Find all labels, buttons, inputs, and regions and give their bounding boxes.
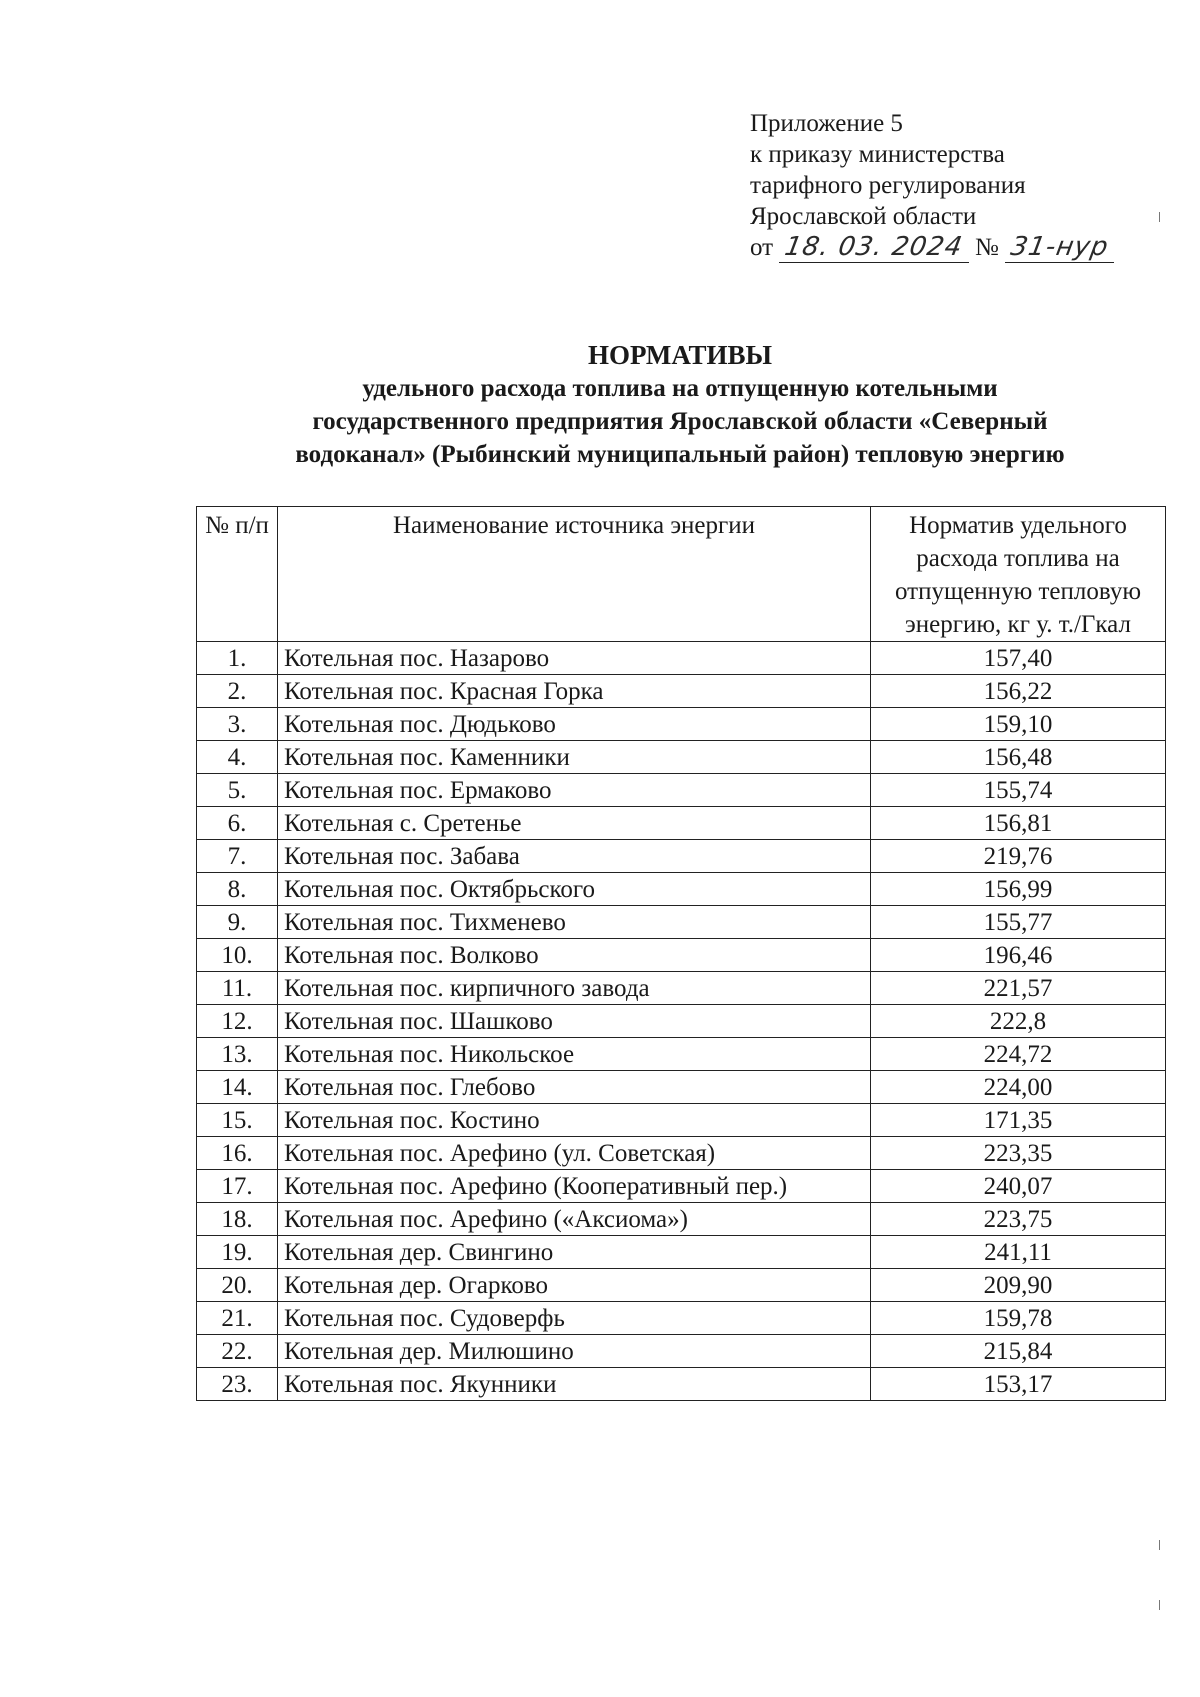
row-number: 14.	[197, 1071, 278, 1104]
order-number-handwritten: 31-нур	[1008, 232, 1112, 262]
table-row	[197, 906, 1166, 939]
table-row	[197, 774, 1166, 807]
row-norm-value: 159,10	[871, 708, 1166, 741]
row-source-name: Котельная пос. Арефино (Кооперативный пер.)	[278, 1170, 871, 1203]
table-row	[197, 1302, 1166, 1335]
table-row	[197, 1368, 1166, 1401]
row-norm-value: 155,74	[871, 774, 1166, 807]
norms-table	[196, 506, 1166, 1401]
row-number: 6.	[197, 807, 278, 840]
row-source-name: Котельная пос. Дюдьково	[278, 708, 871, 741]
row-norm-value: 241,11	[871, 1236, 1166, 1269]
row-number: 11.	[197, 972, 278, 1005]
row-norm-value: 171,35	[871, 1104, 1166, 1137]
row-source-name: Котельная пос. Забава	[278, 840, 871, 873]
row-number: 13.	[197, 1038, 278, 1071]
header-norm-value: Норматив удельного расхода топлива на отпущенную тепловую энергию, кг у. т./Гкал	[871, 507, 1166, 642]
table-header-row	[197, 507, 1166, 642]
row-source-name: Котельная пос. Судоверфь	[278, 1302, 871, 1335]
row-source-name: Котельная с. Сретенье	[278, 807, 871, 840]
table-row	[197, 1335, 1166, 1368]
row-norm-value: 224,00	[871, 1071, 1166, 1104]
row-number: 17.	[197, 1170, 278, 1203]
header-number: № п/п	[197, 507, 278, 642]
title-heading: НОРМАТИВЫ	[587, 340, 773, 370]
header-source-name: Наименование источника энергии	[278, 507, 871, 642]
order-date-field	[779, 233, 968, 263]
row-source-name: Котельная дер. Огарково	[278, 1269, 871, 1302]
table-row	[197, 1038, 1166, 1071]
row-number: 10.	[197, 939, 278, 972]
row-source-name: Котельная пос. Арефино (ул. Советская)	[278, 1137, 871, 1170]
table-row	[197, 840, 1166, 873]
table-row	[197, 972, 1166, 1005]
row-norm-value: 240,07	[871, 1170, 1166, 1203]
row-source-name: Котельная дер. Свингино	[278, 1236, 871, 1269]
row-norm-value: 223,35	[871, 1137, 1166, 1170]
table-body	[197, 642, 1166, 1401]
row-norm-value: 209,90	[871, 1269, 1166, 1302]
table-row	[197, 807, 1166, 840]
row-number: 3.	[197, 708, 278, 741]
row-source-name: Котельная пос. Волково	[278, 939, 871, 972]
row-number: 8.	[197, 873, 278, 906]
row-source-name: Котельная пос. Ермаково	[278, 774, 871, 807]
row-norm-value: 219,76	[871, 840, 1166, 873]
table-row	[197, 939, 1166, 972]
table-row	[197, 1269, 1166, 1302]
appendix-line-2: к приказу министерства	[750, 141, 1005, 168]
row-number: 12.	[197, 1005, 278, 1038]
row-norm-value: 157,40	[871, 642, 1166, 675]
date-prefix: от	[750, 234, 774, 261]
row-norm-value: 196,46	[871, 939, 1166, 972]
row-source-name: Котельная пос. Назарово	[278, 642, 871, 675]
order-date-line	[750, 232, 1114, 272]
row-number: 4.	[197, 741, 278, 774]
row-source-name: Котельная пос. Арефино («Аксиома»)	[278, 1203, 871, 1236]
appendix-block	[750, 108, 1114, 272]
row-number: 21.	[197, 1302, 278, 1335]
number-prefix: №	[975, 234, 999, 261]
table-row	[197, 1236, 1166, 1269]
row-source-name: Котельная пос. Красная Горка	[278, 675, 871, 708]
table-row	[197, 1170, 1166, 1203]
appendix-line-1: Приложение 5	[750, 110, 903, 137]
table-row	[197, 1137, 1166, 1170]
table-row	[197, 1104, 1166, 1137]
row-source-name: Котельная пос. Якунники	[278, 1368, 871, 1401]
row-norm-value: 156,48	[871, 741, 1166, 774]
row-norm-value: 223,75	[871, 1203, 1166, 1236]
row-number: 7.	[197, 840, 278, 873]
title-line-3: водоканал» (Рыбинский муниципальный район) тепловую энергию	[295, 441, 1065, 468]
row-norm-value: 215,84	[871, 1335, 1166, 1368]
scan-mark	[1159, 1540, 1166, 1550]
row-norm-value: 222,8	[871, 1005, 1166, 1038]
row-norm-value: 221,57	[871, 972, 1166, 1005]
row-source-name: Котельная пос. Костино	[278, 1104, 871, 1137]
row-number: 2.	[197, 675, 278, 708]
order-number-field	[1005, 233, 1114, 263]
row-source-name: Котельная пос. кирпичного завода	[278, 972, 871, 1005]
row-source-name: Котельная пос. Глебово	[278, 1071, 871, 1104]
scan-mark	[1159, 212, 1166, 222]
row-norm-value: 159,78	[871, 1302, 1166, 1335]
table-row	[197, 675, 1166, 708]
row-norm-value: 153,17	[871, 1368, 1166, 1401]
table-row	[197, 708, 1166, 741]
row-number: 1.	[197, 642, 278, 675]
title-line-1: удельного расхода топлива на отпущенную котельными	[362, 375, 998, 402]
table-row	[197, 1071, 1166, 1104]
row-number: 15.	[197, 1104, 278, 1137]
row-source-name: Котельная пос. Каменники	[278, 741, 871, 774]
scan-mark	[1159, 1600, 1166, 1610]
table-row	[197, 1005, 1166, 1038]
row-number: 20.	[197, 1269, 278, 1302]
table-row	[197, 1203, 1166, 1236]
row-number: 19.	[197, 1236, 278, 1269]
row-number: 16.	[197, 1137, 278, 1170]
row-norm-value: 156,22	[871, 675, 1166, 708]
row-norm-value: 156,99	[871, 873, 1166, 906]
order-date-handwritten: 18. 03. 2024	[782, 232, 966, 262]
title-line-2: государственного предприятия Ярославской области «Северный	[312, 408, 1048, 435]
row-number: 9.	[197, 906, 278, 939]
appendix-line-4: Ярославской области	[750, 203, 977, 230]
table-row	[197, 873, 1166, 906]
row-source-name: Котельная пос. Октябрьского	[278, 873, 871, 906]
row-source-name: Котельная дер. Милюшино	[278, 1335, 871, 1368]
row-source-name: Котельная пос. Никольское	[278, 1038, 871, 1071]
row-number: 5.	[197, 774, 278, 807]
row-norm-value: 156,81	[871, 807, 1166, 840]
row-number: 18.	[197, 1203, 278, 1236]
row-number: 22.	[197, 1335, 278, 1368]
table-row	[197, 741, 1166, 774]
row-number: 23.	[197, 1368, 278, 1401]
document-title	[150, 338, 1200, 471]
appendix-line-3: тарифного регулирования	[750, 172, 1026, 199]
row-norm-value: 155,77	[871, 906, 1166, 939]
row-source-name: Котельная пос. Тихменево	[278, 906, 871, 939]
row-source-name: Котельная пос. Шашково	[278, 1005, 871, 1038]
table-row	[197, 642, 1166, 675]
row-norm-value: 224,72	[871, 1038, 1166, 1071]
